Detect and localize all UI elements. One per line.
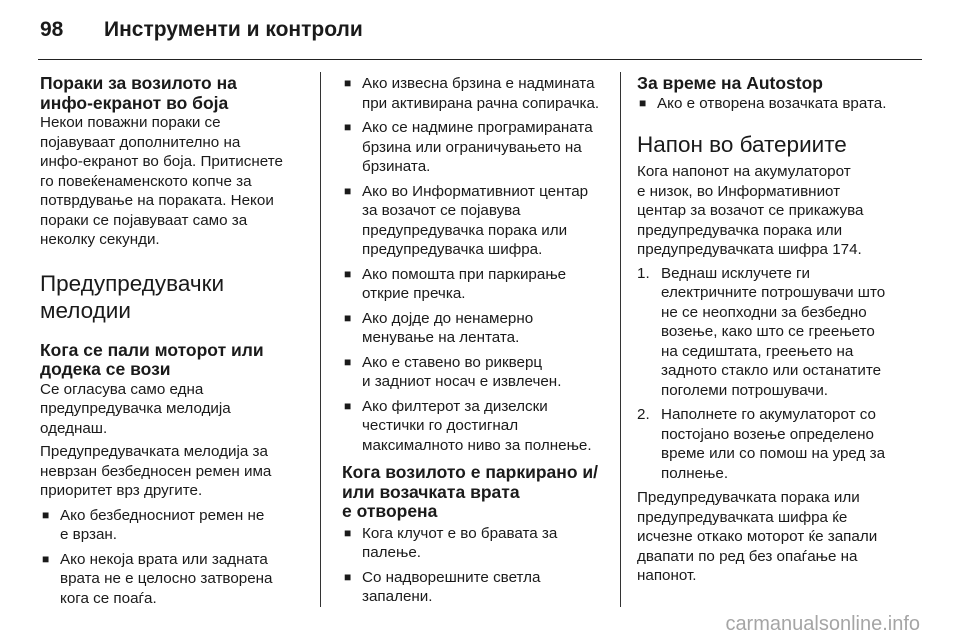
text-line: Предупредувачката порака или [637,489,860,506]
bullet-square-icon: ■ [344,398,352,413]
text-line: го повеќенаменското копче за [40,172,252,190]
list-item-line: предупредувачка порака или [362,221,568,239]
heading-vehicle-parked [342,463,610,522]
list-item-line: Ако некоја врата или задната [60,550,268,568]
list-item [40,506,308,545]
text-line: инфо-екранот во боја [40,92,229,113]
list-item-line: за возачот се појавува [362,202,521,219]
list-item-line: е врзан. [60,526,118,543]
bullet-square-icon: ■ [344,120,352,134]
bullet-square-icon: ■ [42,507,50,522]
text-line: Некои поважни пораки се [40,114,221,131]
text-line: Кога напонот на акумулаторот [637,163,851,180]
bullet-square-icon: ■ [344,76,352,90]
bullet-square-icon: ■ [344,354,352,369]
list-item-line: Ако се надмине програмираната [362,119,593,136]
text-line: е отворена [342,501,438,521]
list-item-line: Ако е ставено во рикверц [362,353,543,371]
numbered-step [637,405,913,483]
text-line: мелодии [40,297,131,323]
bullet-square-icon: ■ [344,183,352,198]
text-line: исчезне откако моторот ќе запали [637,528,878,545]
list-item [342,265,610,304]
step-line: електричните потрошувачи што [661,284,886,301]
heading-engine-start-driving [40,341,308,380]
numbered-step [637,264,913,401]
list-item-line: Ако помошта при паркирање [362,265,567,283]
paragraph [637,162,913,260]
list-item-line: при активирана рачна сопирачка. [362,94,600,112]
list-item-line: Ако во Информативниот центар [362,182,589,200]
column-2 [342,74,610,612]
list-item-line: кога се поаѓа. [60,589,157,607]
text-line: Се огласува само една [40,380,204,398]
step-number: 2. [637,406,650,423]
column-divider [320,72,321,607]
bullet-square-icon: ■ [42,551,50,566]
column-divider [620,72,621,607]
bullet-list [342,524,610,607]
text-line: е низок, во Информативниот [637,182,841,200]
page-number: 98 [40,18,64,41]
bullet-square-icon: ■ [344,525,352,540]
heading-battery-voltage [637,131,913,158]
step-line: поголеми потрошувачи. [661,381,829,399]
text-line: додека се вози [40,359,171,379]
step-line: полнење. [661,464,729,482]
list-item [637,94,913,114]
bullet-list [637,94,913,114]
bullet-square-icon: ■ [639,95,647,110]
text-line: Напон во батериите [637,132,847,157]
text-line: Пораки за возилото на [40,73,237,93]
step-line: возење, како што се греењето [661,323,875,340]
bullet-list [40,506,308,609]
list-item-line: запалени. [362,588,433,605]
text-line: Кога се пали моторот или [40,339,264,360]
list-item-line: менување на лентата. [362,329,520,346]
bullet-square-icon: ■ [344,569,352,584]
text-line: предупредувачката шифра ќе [637,508,848,526]
paragraph [40,442,308,501]
text-line: појавуваат дополнително на [40,133,241,151]
heading-color-info-messages [40,74,308,113]
list-item [342,74,610,113]
list-item-line: палење. [362,544,421,561]
text-line: Предупредувачки [40,270,225,296]
text-line: центар за возачот се прикажува [637,202,864,219]
paragraph [40,380,308,439]
heading-autostop [637,74,913,94]
paragraph [637,488,913,586]
list-item [342,182,610,260]
text-line: За време на Autostop [637,73,823,93]
list-item [40,550,308,609]
page-header [40,10,363,50]
list-item-line: Ако филтерот за дизелски [362,397,548,415]
list-item-line: брзина или ограничувањето на [362,138,582,156]
list-item [342,397,610,456]
text-line: пораки се појавуваат само за [40,211,248,229]
list-item-line: максималното ниво за полнење. [362,436,592,454]
list-item-line: Со надворешните светла [362,568,541,586]
list-item [342,309,610,348]
watermark: carmanualsonline.info [725,613,920,635]
list-item-line: брзината. [362,158,431,175]
list-item-line: Ако е отворена возачката врата. [657,94,887,112]
heading-warning-chimes [40,270,308,324]
text-line: двапати по ред без опаѓање на [637,547,858,565]
text-line: неколку секунди. [40,231,160,248]
list-item-line: Ако извесна брзина е надмината [362,75,595,92]
step-line: постојано возење определено [661,425,874,443]
list-item-line: Ако дојде до ненамерно [362,309,534,327]
step-line: Веднаш исклучете ги [661,264,811,282]
text-line: Предупредувачката мелодија за [40,443,268,460]
bullet-list [342,74,610,455]
text-line: предупредувачка мелодија [40,400,231,417]
text-line: Кога возилото е паркирано и/ [342,462,598,482]
text-line: напонот. [637,567,697,584]
text-line: приоритет врз другите. [40,482,203,499]
step-line: не се неопходни за безбедно [661,303,867,321]
text-line: неврзан безбедносен ремен има [40,462,272,480]
list-item-line: врата не е целосно затворена [60,570,273,587]
text-line: или возачката врата [342,481,520,502]
text-line: инфо-екранот во боја. Притиснете [40,153,283,170]
column-3 [637,74,913,590]
text-line: предупредувачката шифра 174. [637,241,862,258]
step-line: време или со помош на уред за [661,445,886,462]
step-line: на седиштата, греењето на [661,342,854,360]
text-line: потврдување на пораката. Некои [40,192,274,209]
list-item-line: Кога клучот е во бравата за [362,524,558,542]
list-item [342,353,610,392]
text-line: одеднаш. [40,419,108,437]
list-item [342,118,610,177]
list-item-line: и задниот носач е извлечен. [362,373,562,390]
section-title: Инструменти и контроли [104,18,363,41]
list-item [342,568,610,607]
list-item-line: Ако безбедносниот ремен не [60,506,265,524]
step-line: Наполнете го акумулаторот со [661,406,876,423]
list-item-line: открие пречка. [362,285,466,302]
column-1 [40,74,308,613]
paragraph [40,113,308,250]
bullet-square-icon: ■ [344,266,352,281]
numbered-list [637,264,913,484]
step-number: 1. [637,264,650,282]
header-rule [38,59,922,60]
text-line: предупредувачка порака или [637,221,843,239]
list-item-line: честички го достигнал [362,417,519,434]
step-line: задното стакло или останатите [661,362,882,379]
list-item-line: предупредувачка шифра. [362,241,543,258]
bullet-square-icon: ■ [344,310,352,325]
list-item [342,524,610,563]
